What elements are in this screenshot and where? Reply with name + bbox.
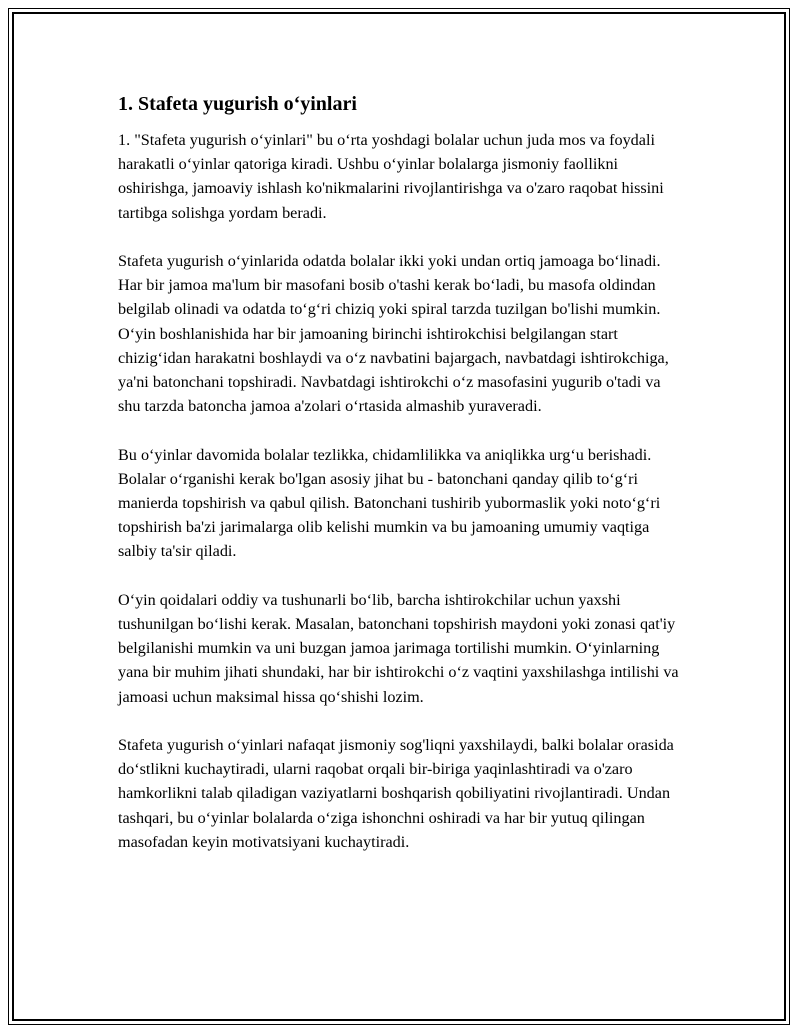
document-title: 1. Stafeta yugurish o‘yinlari xyxy=(118,93,357,115)
paragraph-4: O‘yin qoidalari oddiy va tushunarli bo‘lib, barcha ishtirokchilar uchun yaxshi tushunilgan bo‘lishi kerak. Masalan, batonchani topshirish maydoni yoki zonasi qat'iy belgilanishi mumkin va uni buzgan jamoa jarimaga tortilishi mumkin. O‘yinlarning yana bir muhim jihati shundaki, har bir ishtirokchi o‘z vaqtini yaxshilashga intilishi va jamoasi uchun maksimal hissa qo‘shishi lozim. xyxy=(118,590,679,706)
paragraph-1: 1. "Stafeta yugurish o‘yinlari" bu o‘rta yoshdagi bolalar uchun juda mos va foydali harakatli o‘yinlar qatoriga kiradi. Ushbu o‘yinlar bolalarga jismoniy faollikni oshirishga, jamoaviy ishlash ko'nikmalarini rivojlantirishga va o'zaro raqobat hissini tartibga solishga yordam beradi. xyxy=(118,131,664,222)
paragraph-5: Stafeta yugurish o‘yinlari nafaqat jismoniy sog'liqni yaxshilaydi, balki bolalar orasida do‘stlikni kuchaytiradi, ularni raqobat orqali bir-biriga yaqinlashtiradi va o'zaro hamkorlikni talab qiladigan vaziyatlarni boshqarish qobiliyatini rivojlantiradi. Undan tashqari, bu o‘yinlar bolalarda o‘ziga ishonchni oshiradi va har bir yutuq qilingan masofadan keyin motivatsiyani kuchaytiradi. xyxy=(118,736,674,851)
document-body xyxy=(118,88,684,878)
paragraph-3: Bu o‘yinlar davomida bolalar tezlikka, chidamlilikka va aniqlikka urg‘u berishadi. Bolalar o‘rganishi kerak bo'lgan asosiy jihat bu - batonchani qanday qilib to‘g‘ri manierda topshirish va qabul qilish. Batonchani tushirib yubormaslik yoki noto‘g‘ri topshirish ba'zi jarimalarga olib kelishi mumkin va bu jamoaning umumiy vaqtiga salbiy ta'sir qiladi. xyxy=(118,445,661,561)
paragraph-2: Stafeta yugurish o‘yinlarida odatda bolalar ikki yoki undan ortiq jamoaga bo‘linadi. Har bir jamoa ma'lum bir masofani bosib o'tashi kerak bo‘ladi, bu masofa oldindan belgilab olinadi va odatda to‘g‘ri chiziq yoki spiral tarzda tuzilgan bo'lishi mumkin. O‘yin boshlanishida har bir jamoaning birinchi ishtirokchisi belgilangan start chizig‘idan harakatni boshlaydi va o‘z navbatini bajargach, navbatdagi ishtirokchiga, ya'ni batonchani topshiradi. Navbatdagi ishtirokchi o‘z masofasini yugurib o'tadi va shu tarzda batoncha jamoa a'zolari o‘rtasida almashib yuraveradi. xyxy=(118,252,669,416)
